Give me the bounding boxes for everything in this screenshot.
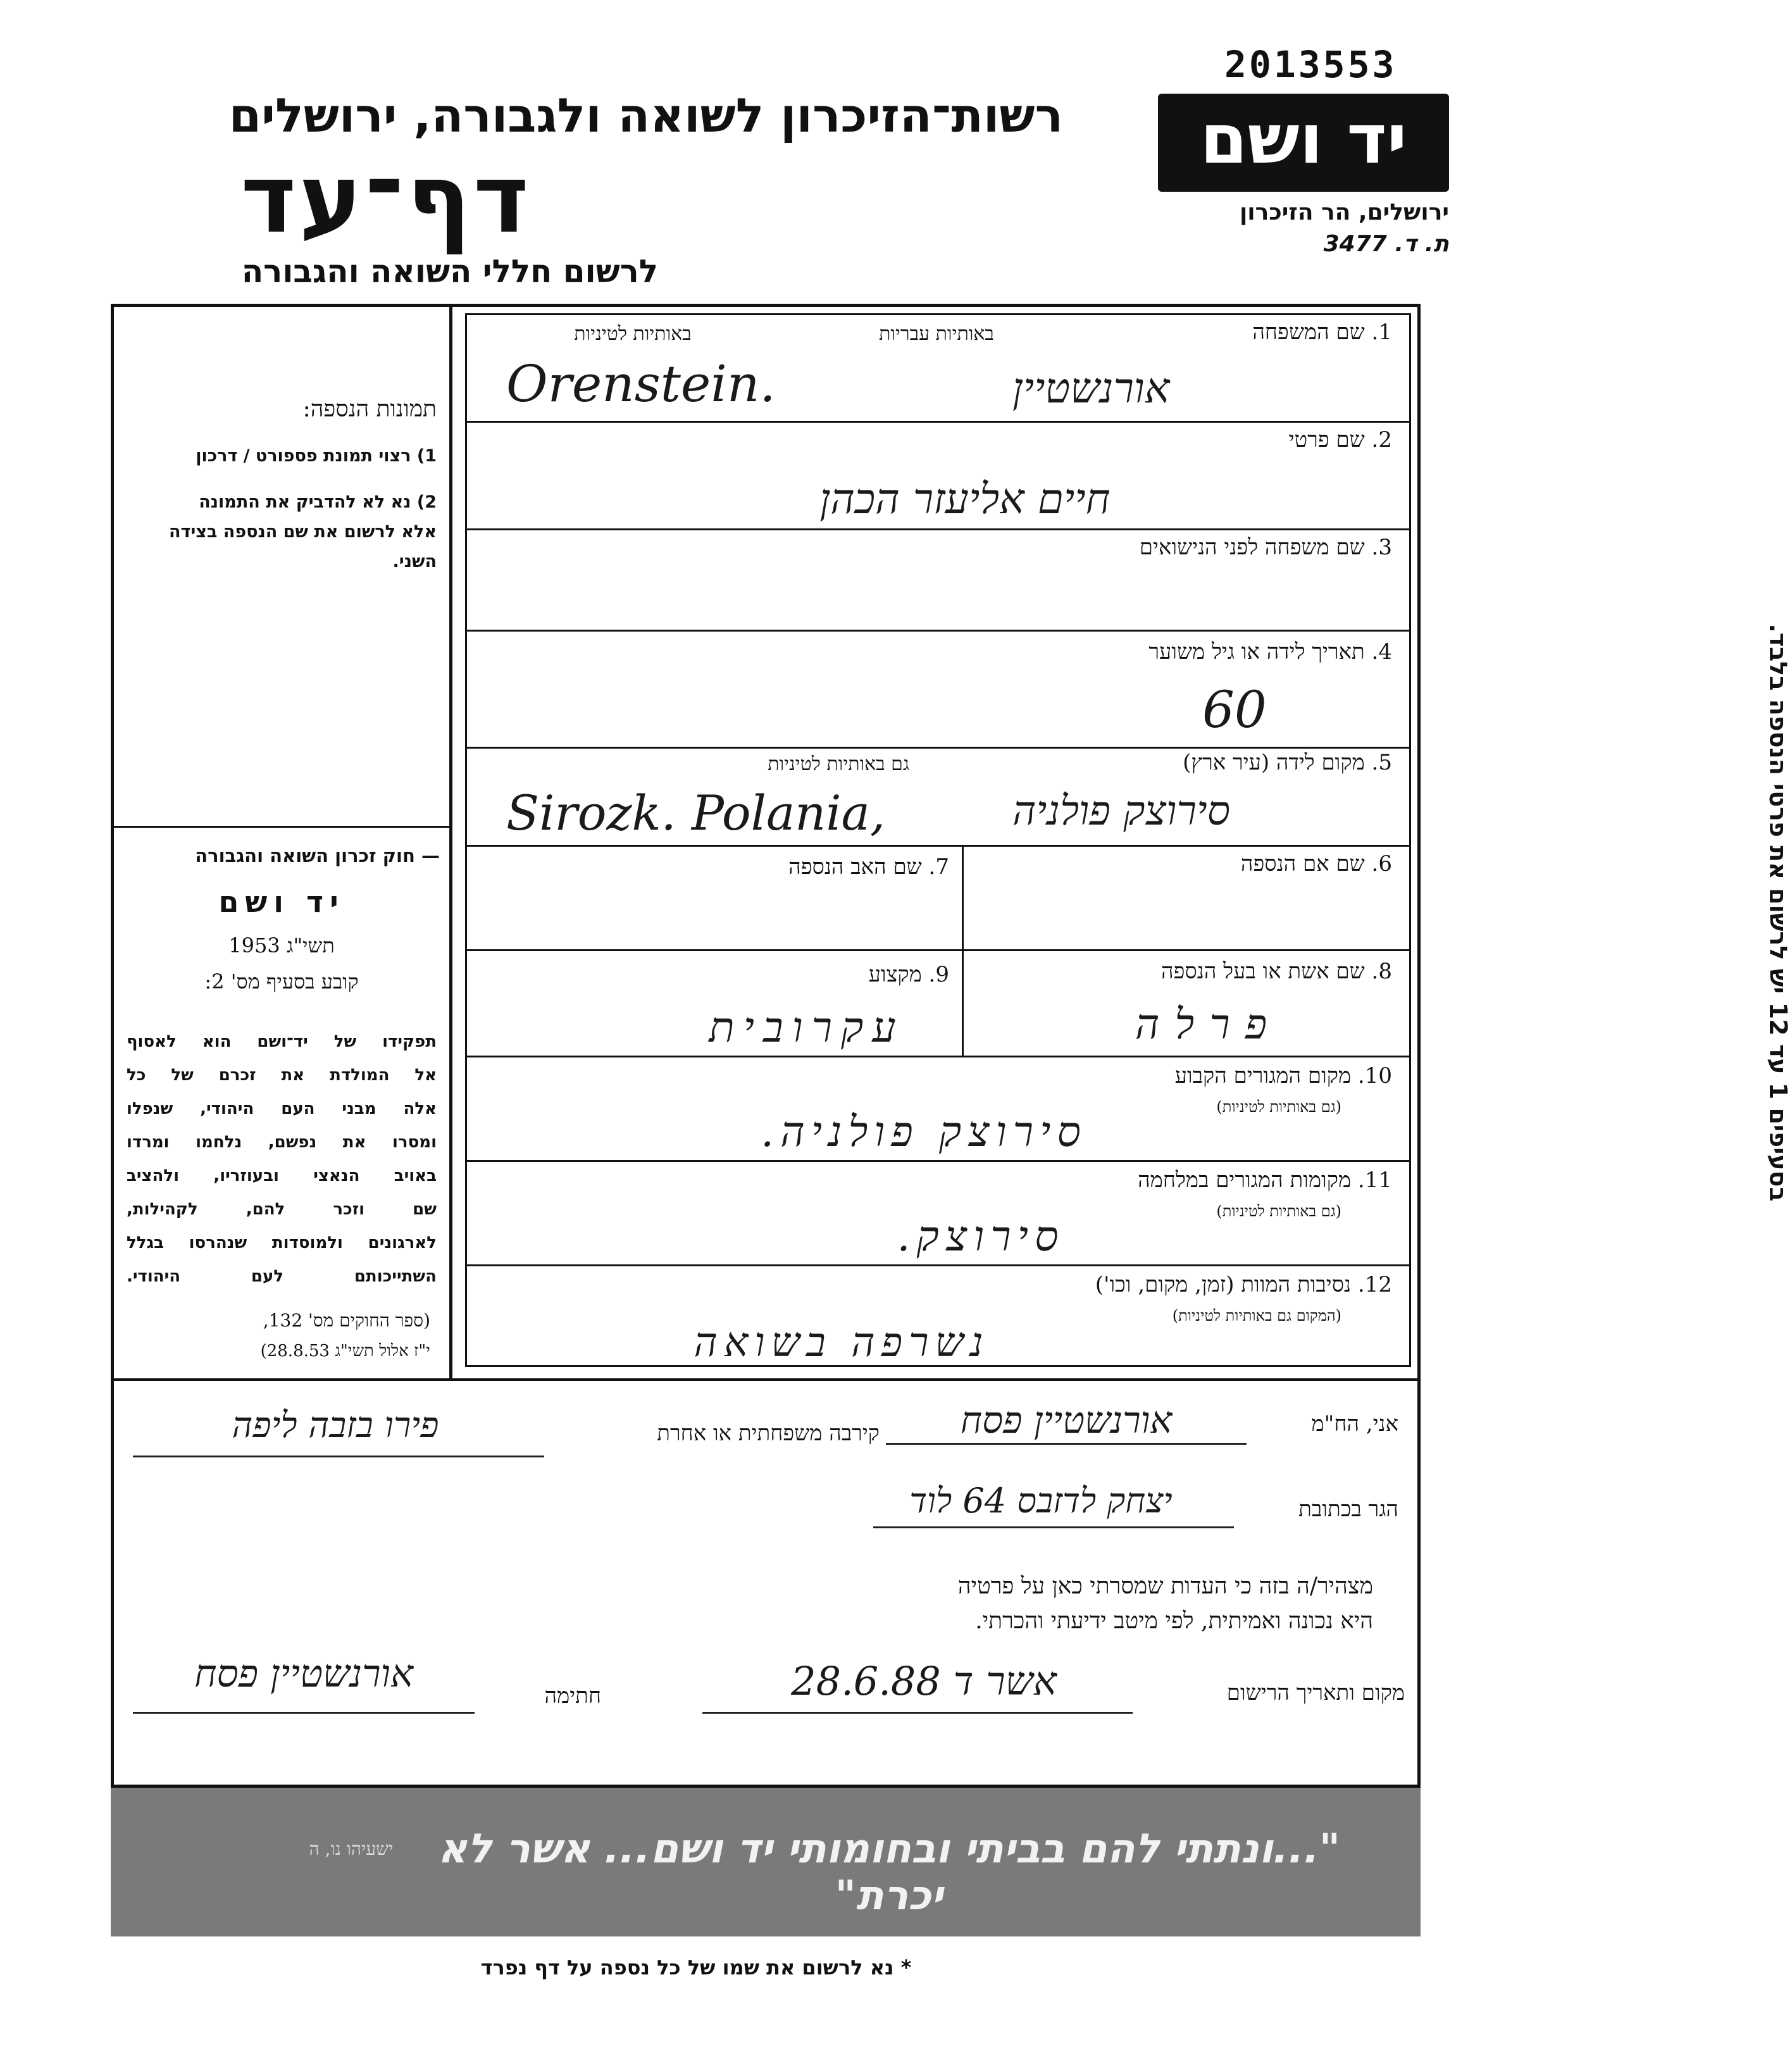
field-1-value-latin[interactable]: Orenstein. [506,354,776,413]
law-text-line: לארגונים ולמוסדות שנהרסו בגלל [127,1233,437,1252]
field-12-hint: (המקום גם באותיות לטיניות) [1172,1307,1341,1325]
law-text-line: השתייכותם לעם היהודי. [127,1267,437,1286]
field-10-value[interactable]: סירוצק פולניה. [761,1107,1087,1156]
row-rule-2 [465,528,1411,530]
photo-note-2a: 2) נא לא להדביק את התמונה [199,492,437,512]
declaration-line-1: מצהיר/ה בזה כי העדות שמסרתי כאן על פרטיה [957,1573,1373,1599]
banner-quote: "...ונתתי להם בביתי ובחומותי יד ושם... אשר לא יכרת" [437,1826,1341,1919]
field-8-label: 8. שם אשת או בעל הנספה [1161,959,1392,984]
declaration-separator [111,1378,1421,1381]
row-rule-8 [465,1160,1411,1162]
field-10-label: 10. מקום המגורים הקבוע [1174,1063,1392,1088]
field-9-value[interactable]: עקרובית [709,1003,905,1052]
law-date: י"ז אלול תשי"ג 28.8.53) [260,1342,430,1361]
field-4-value[interactable]: 60 [1202,680,1267,739]
field-4-label: 4. תאריך לידה או גיל משוער [1148,639,1392,664]
law-clause: קובע בסעיף מס' 2: [204,970,359,994]
law-text-line: תפקידו של יד־ושם הוא לאסוף [127,1032,437,1051]
field-7-label: 7. שם האב הנספה [788,854,949,880]
field-11-label: 11. מקומות המגורים במלחמה [1138,1168,1392,1193]
field-5-value-latin[interactable]: Sirozk. Polania, [506,785,886,841]
signature-value[interactable]: אורנשטיין פסח [194,1652,413,1696]
law-year: תשי"ג 1953 [228,933,335,957]
row-rule-5 [465,845,1411,847]
law-name: יד ושם [218,885,345,919]
row-rule-3 [465,630,1411,632]
law-text [127,1025,437,1294]
quote-banner [111,1788,1421,1936]
field-2-value[interactable]: חיים אליעזר הכהן [819,475,1111,523]
institution-address: ירושלים, הר הזיכרון [1239,199,1449,225]
law-text-line: באויב הנאצי ובעוזריו, ולהציב [127,1166,437,1185]
relation-value[interactable]: פירו בזבה ליפה [232,1405,439,1446]
declarant-label: אני, הח"מ [1311,1411,1398,1437]
field-5-label: 5. מקום לידה (עיר ארץ) [1183,750,1392,775]
field-10-hint: (גם באותיות לטיניות) [1216,1098,1341,1116]
address-value[interactable]: יצחק לדזבס 64 לוד [909,1481,1173,1521]
row-6-7-divider [962,845,964,949]
form-title: דף־עד [240,144,532,254]
row-rule-1 [465,421,1411,423]
field-1-label: 1. שם המשפחה [1252,320,1392,345]
side-note-vertical: בסעיפים 1 עד 12 יש לרשום את פרטי הנספה בלבד. [1764,623,1792,1202]
signature-line [133,1712,475,1714]
field-5-value-hebrew[interactable]: סירוצק פולניה [1012,788,1231,835]
field-6-label: 6. שם אם הנספה [1240,851,1392,876]
field-1-value-hebrew[interactable]: אורנשטיין [1012,364,1170,413]
document-number: 2013553 [1224,43,1397,86]
yad-vashem-logo [1158,94,1449,192]
field-1-hebrew-hint: באותיות עבריות [879,323,994,345]
address-label: הגר בכתובת [1298,1497,1398,1522]
row-rule-7 [465,1056,1411,1057]
field-11-hint: (גם באותיות לטיניות) [1216,1202,1341,1220]
field-12-label: 12. נסיבות המוות (זמן, מקום, וכו') [1095,1272,1392,1297]
row-8-9-divider [962,949,964,1056]
field-1-latin-hint: באותיות לטיניות [574,323,692,345]
photo-note-1: 1) רצוי תמונת פספורט / דרכון [196,446,437,466]
law-title: — חוק זכרון השואה והגבורה [195,845,440,866]
declarant-name[interactable]: אורנשטיין פסח [960,1399,1173,1442]
form-subtitle: לרשום חללי השואה והגבורה [241,253,658,290]
banner-source: ישעיהו נו, ה [309,1838,394,1859]
declaration-line-2: היא נכונה ואמיתית, לפי מיטב ידיעתי והכרתי. [975,1608,1373,1634]
relation-line [133,1456,544,1457]
photo-panel-title: תמונות הנספה: [302,396,437,422]
field-5-latin-hint: גם באותיות לטיניות [768,753,909,775]
authority-title: רשות־הזיכרון לשואה ולגבורה, ירושלים [228,89,1063,143]
field-11-value[interactable]: סירוצק. [897,1212,1065,1261]
photo-note-2b: אלא לרשום את שם הנספה בצידה [168,522,437,542]
field-12-value[interactable]: נשרפה בשואה [694,1319,990,1366]
field-3-label: 3. שם משפחה לפני הנישואים [1139,535,1392,560]
law-text-line: שם וזכר להם, לקהילות, [127,1200,437,1219]
law-source: (ספר החוקים מס' 132, [263,1310,430,1331]
place-date-label: מקום ותאריך הרישום [1226,1680,1405,1705]
photo-note-2c: השני. [392,552,437,571]
relation-label: קירבה משפחתית או אחרת [657,1421,880,1446]
row-rule-6 [465,949,1411,951]
law-panel-top-rule [113,826,451,828]
place-date-value[interactable]: אשר ד 28.6.88 [791,1658,1057,1704]
column-divider [449,304,452,1380]
field-2-label: 2. שם פרטי [1288,427,1392,452]
law-text-line: אל המולדת את זכרם של כל [127,1066,437,1085]
signature-label: חתימה [544,1683,601,1709]
row-rule-4 [465,747,1411,749]
po-box: ת. ד. 3477 [1323,231,1449,257]
field-9-label: 9. מקצוע [868,962,949,987]
row-rule-9 [465,1264,1411,1266]
field-8-value[interactable]: פרלה [1135,1000,1283,1049]
place-date-line [702,1712,1133,1714]
law-text-line: ומסרו את נפשם, נלחמו ומרדו [127,1133,437,1152]
declarant-name-line [886,1443,1247,1445]
law-text-line: אלה מבני העם היהודי, שנפלו [127,1099,437,1118]
logo-text: יד ושם [1200,100,1407,179]
address-line [873,1526,1234,1528]
footer-note: * נא לרשום את שמו של כל נספה על דף נפרד [480,1955,912,1980]
